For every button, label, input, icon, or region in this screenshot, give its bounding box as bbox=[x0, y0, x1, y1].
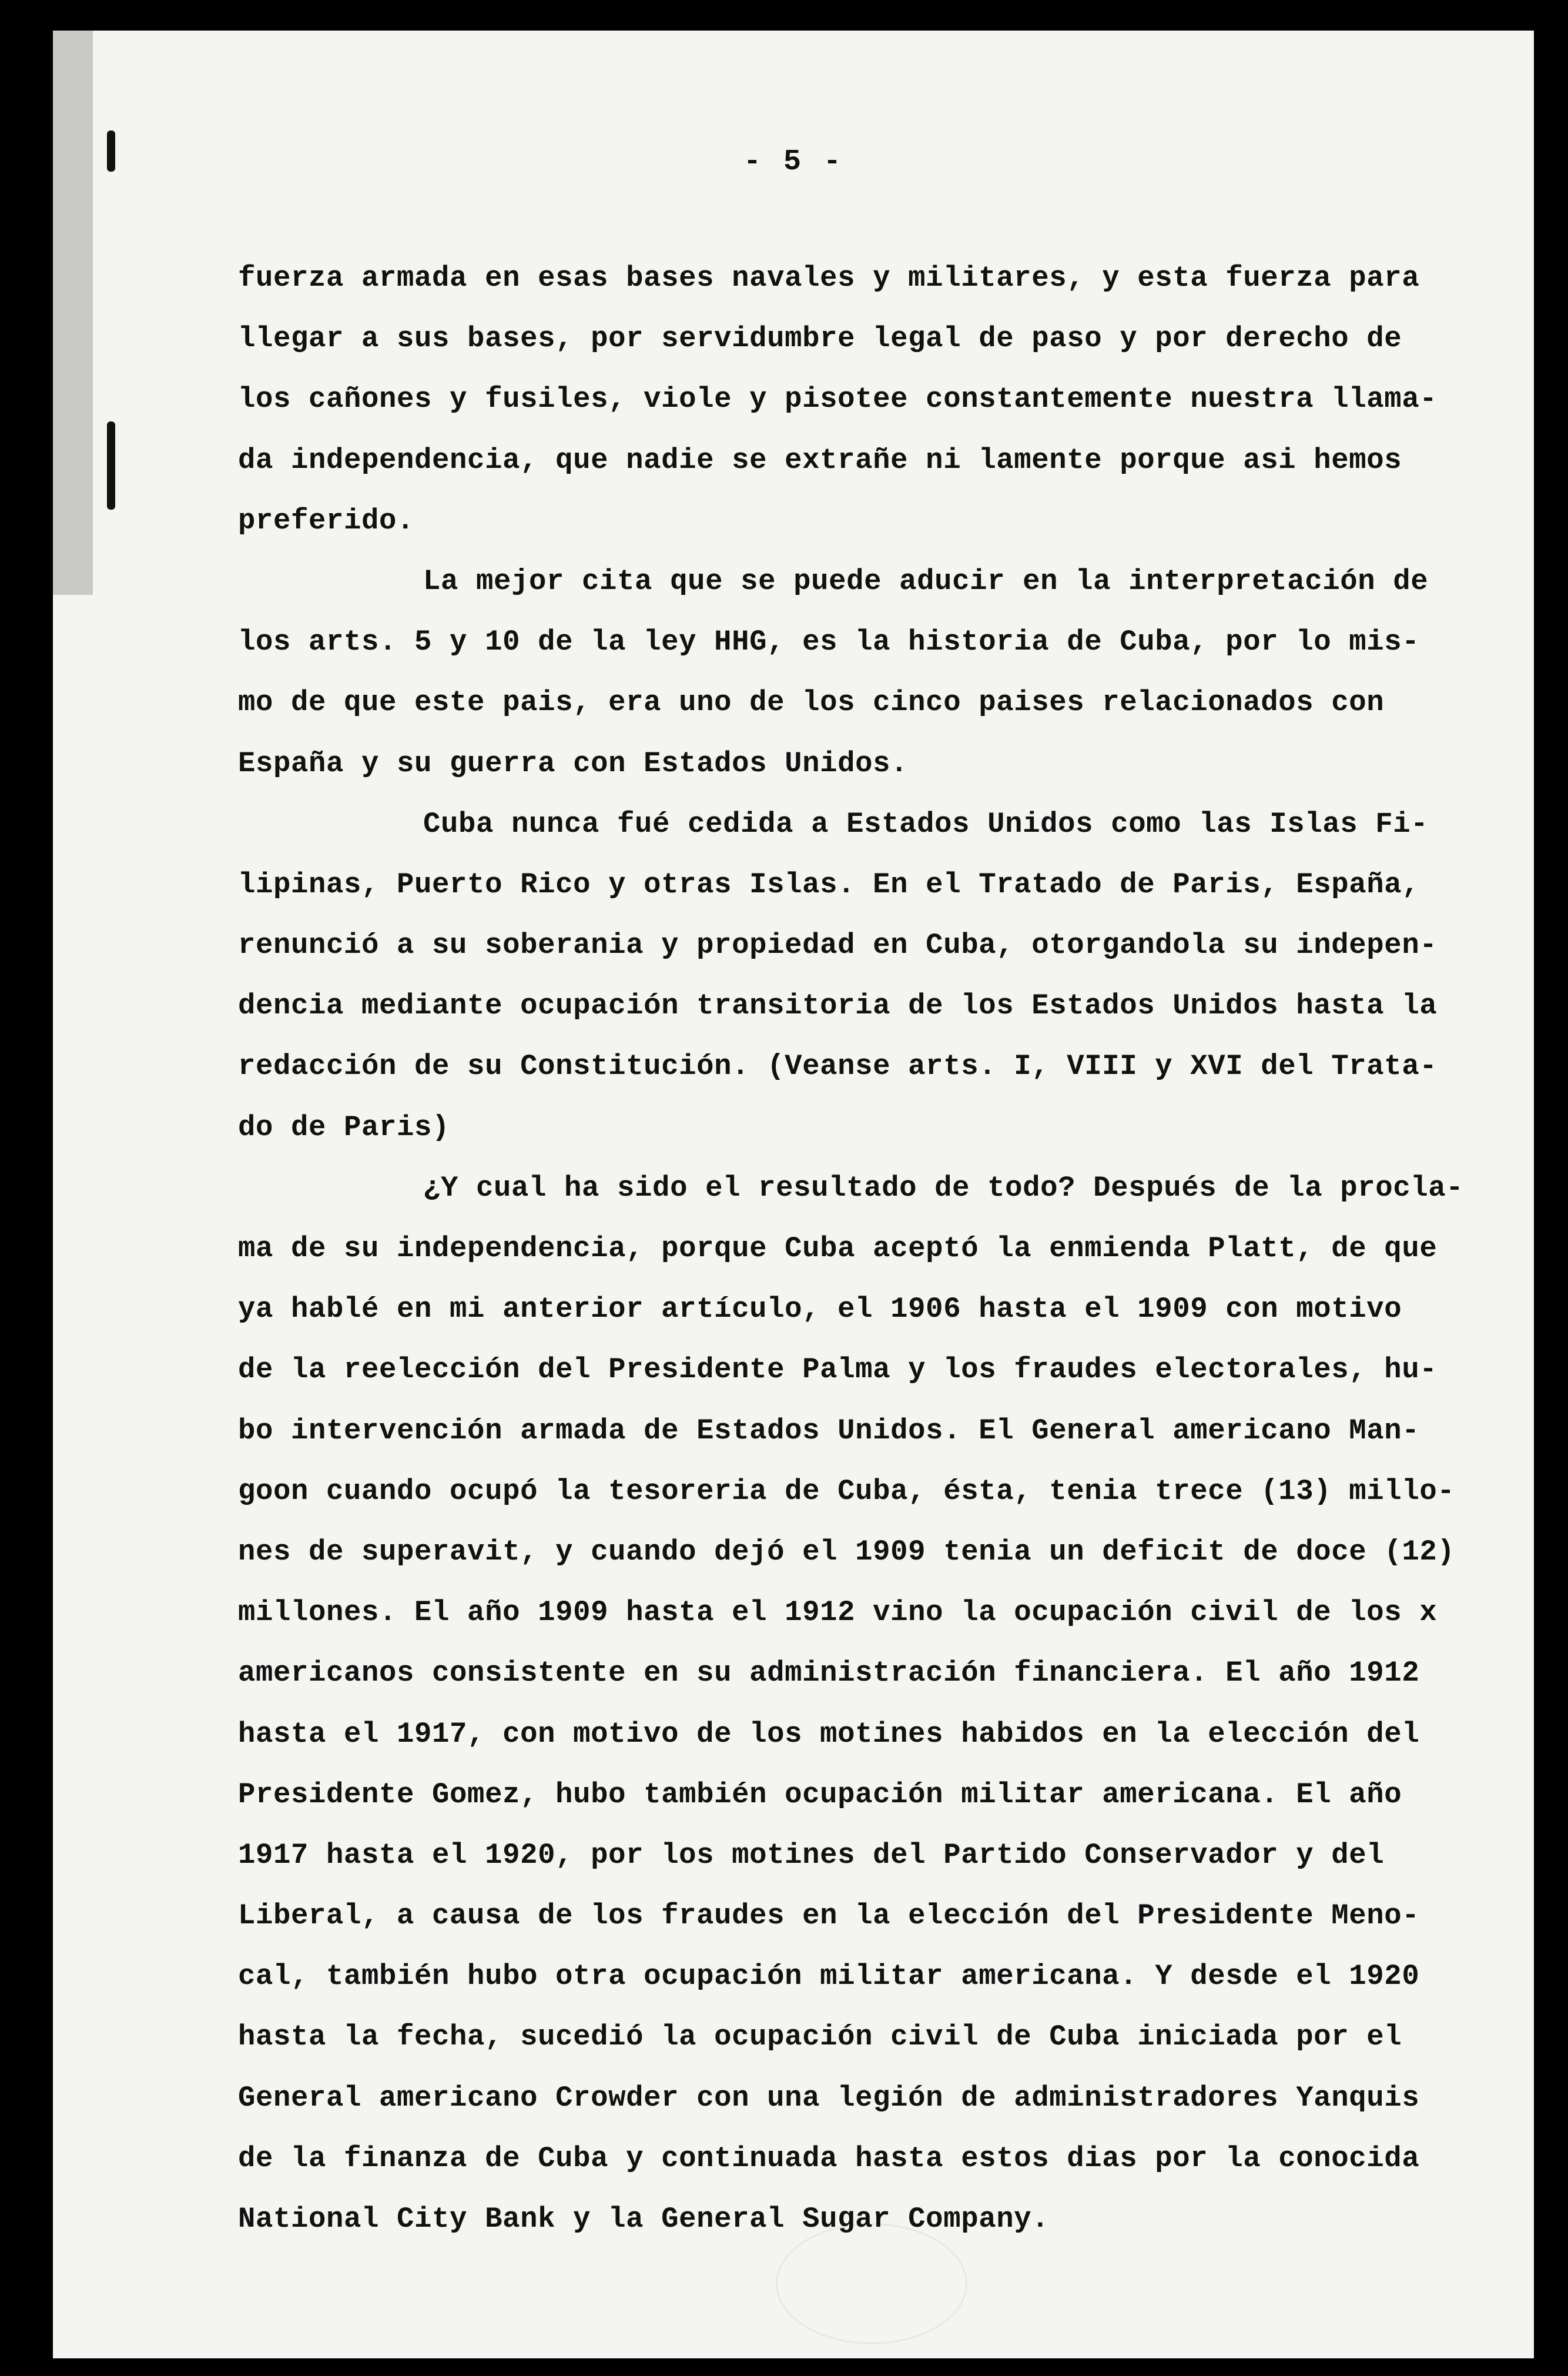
text-line: España y su guerra con Estados Unidos. bbox=[238, 747, 909, 780]
text-line: lipinas, Puerto Rico y otras Islas. En el Tratado de Paris, España, bbox=[238, 868, 1420, 901]
text-line: nes de superavit, y cuando dejó el 1909 tenia un deficit de doce (12) bbox=[238, 1535, 1455, 1568]
text-line: ma de su independencia, porque Cuba aceptó la enmienda Platt, de que bbox=[238, 1232, 1438, 1265]
text-line: fuerza armada en esas bases navales y militares, y esta fuerza para bbox=[238, 262, 1420, 295]
text-line: hasta la fecha, sucedió la ocupación civil de Cuba iniciada por el bbox=[238, 2020, 1402, 2054]
text-line: goon cuando ocupó la tesoreria de Cuba, ésta, tenia trece (13) millo- bbox=[238, 1474, 1455, 1508]
text-line: llegar a sus bases, por servidumbre legal de paso y por derecho de bbox=[238, 322, 1402, 356]
margin-mark bbox=[107, 421, 115, 510]
text-line: de la finanza de Cuba y continuada hasta estos dias por la conocida bbox=[238, 2141, 1420, 2175]
text-line: millones. El año 1909 hasta el 1912 vino la ocupación civil de los x bbox=[238, 1596, 1438, 1629]
text-line: de la reelección del Presidente Palma y los fraudes electorales, hu- bbox=[238, 1353, 1438, 1387]
text-line: da independencia, que nadie se extrañe ni lamente porque asi hemos bbox=[238, 443, 1402, 477]
scan-edge-shadow bbox=[53, 31, 93, 595]
text-line: dencia mediante ocupación transitoria de los Estados Unidos hasta la bbox=[238, 989, 1438, 1023]
text-line: ya hablé en mi anterior artículo, el 1906 hasta el 1909 con motivo bbox=[238, 1293, 1402, 1326]
text-line: Presidente Gomez, hubo también ocupación militar americana. El año bbox=[238, 1778, 1402, 1811]
text-line: mo de que este pais, era uno de los cinco paises relacionados con bbox=[238, 686, 1385, 720]
text-line: los cañones y fusiles, viole y pisotee constantemente nuestra llama- bbox=[238, 383, 1438, 416]
text-line: los arts. 5 y 10 de la ley HHG, es la historia de Cuba, por lo mis- bbox=[238, 625, 1420, 659]
text-line: Cuba nunca fué cedida a Estados Unidos como las Islas Fi- bbox=[423, 807, 1429, 841]
page-number: - 5 - bbox=[743, 145, 844, 179]
text-line: hasta el 1917, con motivo de los motines habidos en la elección del bbox=[238, 1717, 1420, 1751]
text-line: cal, también hubo otra ocupación militar americana. Y desde el 1920 bbox=[238, 1960, 1420, 1993]
text-line: ¿Y cual ha sido el resultado de todo? Después de la procla- bbox=[423, 1171, 1464, 1204]
text-line: renunció a su soberania y propiedad en Cuba, otorgandola su indepen- bbox=[238, 929, 1438, 962]
body-text bbox=[238, 248, 1507, 2250]
text-line: redacción de su Constitución. (Veanse arts. I, VIII y XVI del Trata- bbox=[238, 1050, 1438, 1083]
text-line: preferido. bbox=[238, 504, 415, 537]
text-line: bo intervención armada de Estados Unidos. El General americano Man- bbox=[238, 1414, 1420, 1447]
text-line: La mejor cita que se puede aducir en la interpretación de bbox=[423, 564, 1429, 598]
text-line: do de Paris) bbox=[238, 1110, 450, 1144]
text-line: 1917 hasta el 1920, por los motines del Partido Conservador y del bbox=[238, 1838, 1385, 1872]
text-line: Liberal, a causa de los fraudes en la elección del Presidente Meno- bbox=[238, 1899, 1420, 1933]
document-page bbox=[53, 31, 1534, 2358]
text-line: General americano Crowder con una legión de administradores Yanquis bbox=[238, 2081, 1420, 2114]
text-line: National City Bank y la General Sugar Company. bbox=[238, 2203, 1050, 2236]
paper-smudge bbox=[776, 2223, 967, 2344]
text-line: americanos consistente en su administración financiera. El año 1912 bbox=[238, 1656, 1420, 1690]
